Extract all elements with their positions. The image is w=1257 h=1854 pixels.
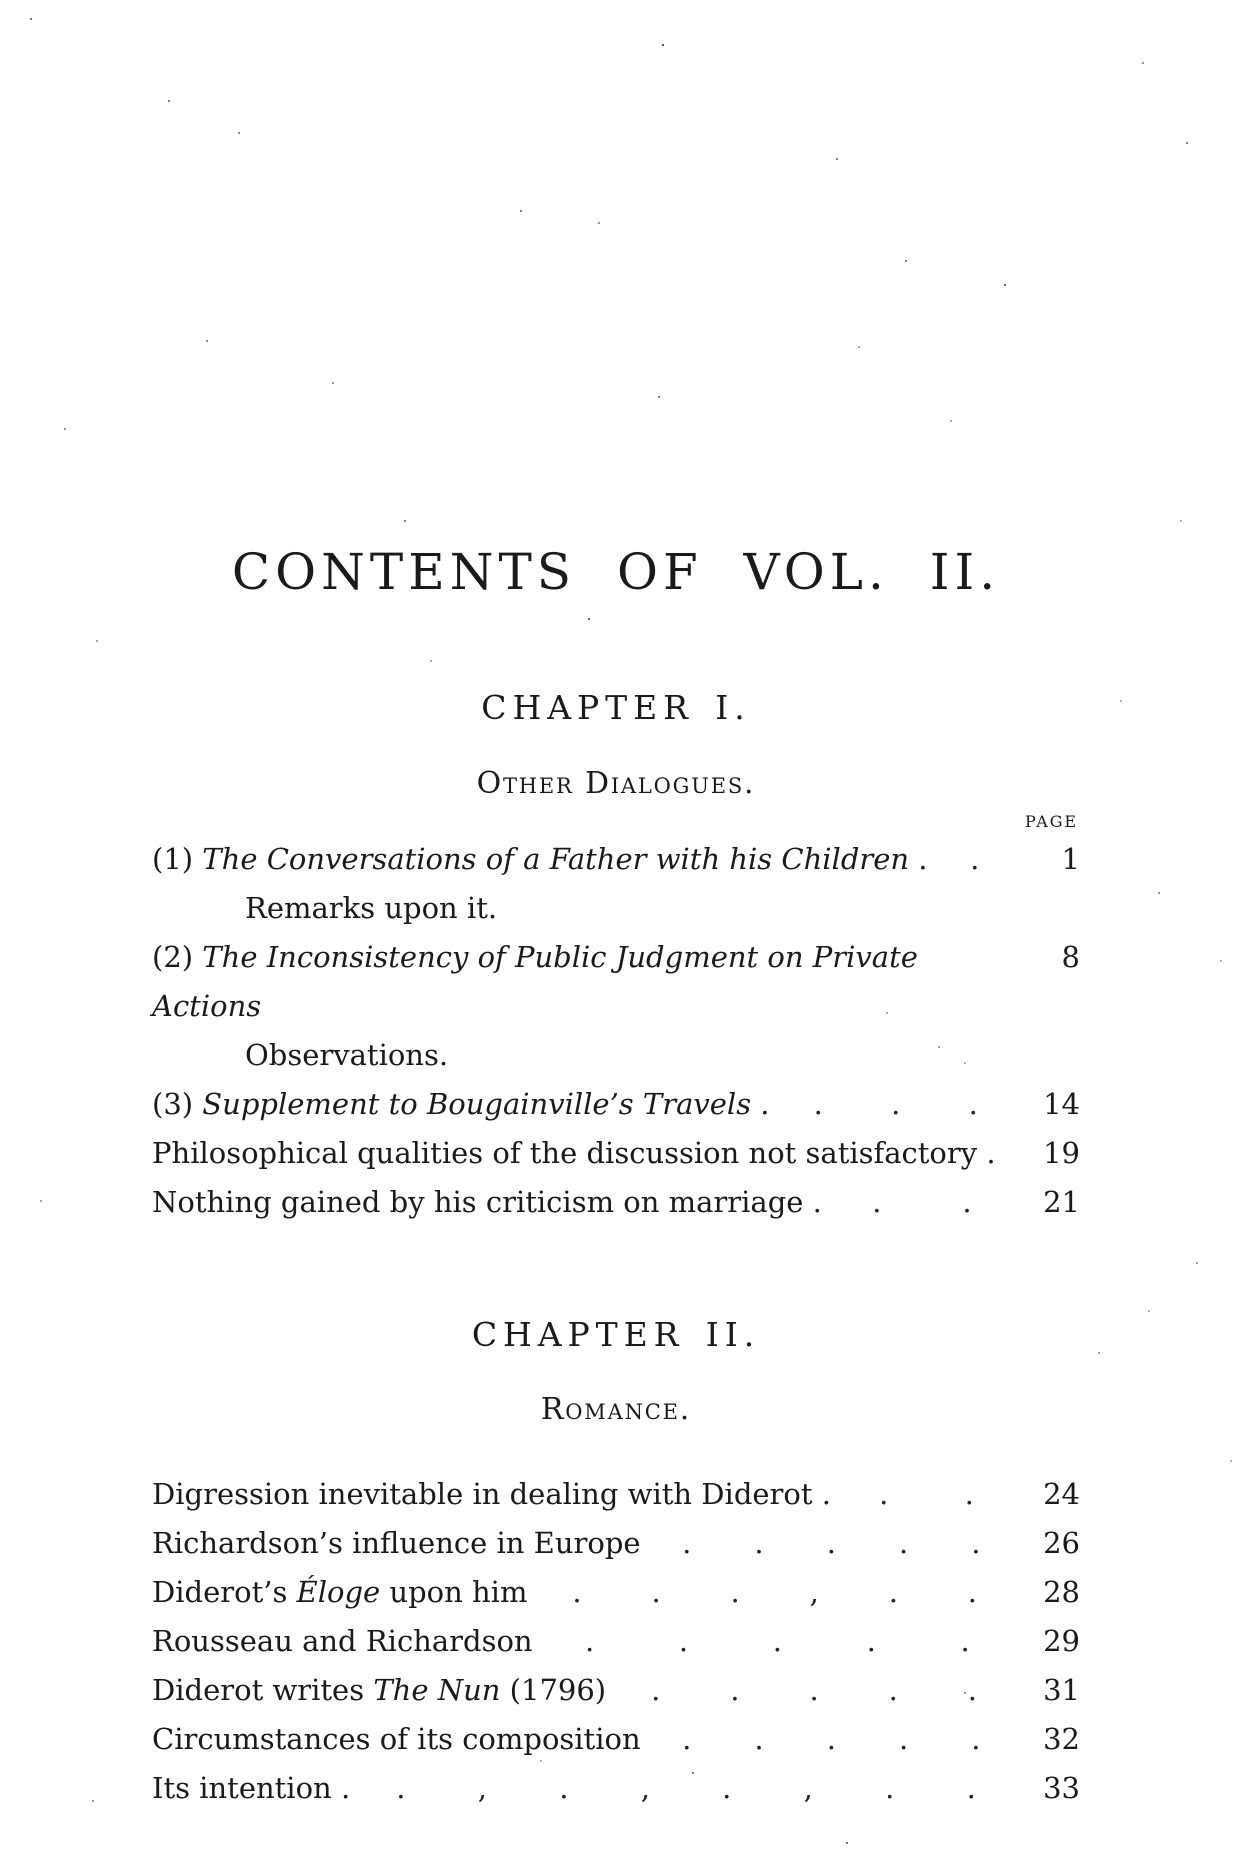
entry-title-segment: Diderot’s bbox=[152, 1575, 297, 1610]
entry-title-segment: Nothing gained by his criticism on marriage . bbox=[152, 1184, 822, 1219]
leader-dot: . bbox=[888, 1673, 898, 1708]
leader-dot: . bbox=[730, 1673, 740, 1708]
leader-dot: . bbox=[682, 1722, 692, 1757]
leader-dot: . bbox=[730, 1575, 740, 1610]
leader-dot: . bbox=[826, 1526, 836, 1561]
leader-dot: . bbox=[971, 1722, 981, 1757]
entry-title bbox=[152, 1080, 770, 1129]
toc-entry bbox=[152, 1178, 1080, 1227]
entry-page-number: 21 bbox=[1043, 1184, 1080, 1219]
entry-page-number: 8 bbox=[1061, 939, 1080, 974]
toc-entry bbox=[152, 1470, 1080, 1519]
entry-page-number: 31 bbox=[1043, 1673, 1080, 1708]
toc-entry bbox=[152, 933, 1080, 1031]
page-content bbox=[152, 0, 1080, 1813]
leader-dots bbox=[360, 1764, 1012, 1813]
leader-dot: . bbox=[964, 1477, 974, 1512]
leader-dot: , bbox=[640, 1771, 650, 1806]
toc-entry bbox=[152, 884, 1080, 933]
entry-title-segment: . bbox=[909, 841, 928, 876]
entry-title bbox=[152, 1764, 350, 1813]
leader-dots bbox=[938, 835, 1012, 884]
chapter-heading: CHAPTER II. bbox=[471, 1314, 761, 1354]
leader-dot: . bbox=[682, 1526, 692, 1561]
leader-dot: . bbox=[888, 1575, 898, 1610]
leader-dot: . bbox=[966, 1771, 976, 1806]
entry-page-number: 1 bbox=[1061, 841, 1080, 876]
leader-dot: . bbox=[754, 1526, 764, 1561]
leader-dot: . bbox=[898, 1722, 909, 1757]
entry-title-segment: Diderot writes bbox=[152, 1673, 374, 1708]
entry-title-segment: The Conversations of a Father with his Children bbox=[202, 841, 910, 876]
entry-title bbox=[152, 1470, 831, 1519]
entry-title-segment: Remarks upon it. bbox=[245, 890, 498, 925]
toc-entry bbox=[152, 1129, 1080, 1178]
entry-page-number: 26 bbox=[1043, 1526, 1080, 1561]
entry-title bbox=[152, 933, 1002, 1031]
toc-entry bbox=[152, 1715, 1080, 1764]
toc-entry bbox=[152, 1080, 1080, 1129]
leader-dot: . bbox=[722, 1771, 732, 1806]
entry-title-segment: (2) bbox=[152, 939, 203, 974]
entry-page-number: 29 bbox=[1043, 1624, 1080, 1659]
entry-title bbox=[245, 884, 497, 933]
leader-dot: . bbox=[826, 1722, 836, 1757]
leader-dot: , bbox=[809, 1575, 819, 1610]
leader-dot: . bbox=[651, 1575, 661, 1610]
entry-page-number: 33 bbox=[1043, 1771, 1080, 1806]
leader-dots bbox=[537, 1568, 1012, 1617]
entry-title-segment: (1796) bbox=[500, 1673, 607, 1708]
leader-dot: . bbox=[584, 1624, 595, 1659]
leader-dots bbox=[651, 1519, 1012, 1568]
leader-dot: . bbox=[891, 1086, 901, 1121]
entry-title-segment: Philosophical qualities of the discussion not satisfactory . bbox=[152, 1135, 996, 1170]
entry-page-number: 19 bbox=[1043, 1135, 1080, 1170]
entry-title-segment: Its intention . bbox=[152, 1771, 351, 1806]
entry-title-segment: The Nun bbox=[373, 1673, 501, 1708]
leader-dot: . bbox=[962, 1184, 972, 1219]
entry-page-number: 14 bbox=[1043, 1086, 1080, 1121]
chapter-heading: CHAPTER I. bbox=[481, 688, 751, 727]
entry-title-segment: Digression inevitable in dealing with Diderot . bbox=[152, 1477, 831, 1512]
entry-title-segment: upon him bbox=[380, 1575, 528, 1610]
entry-title-segment: (3) bbox=[152, 1086, 203, 1121]
toc-list bbox=[152, 835, 1080, 1227]
page-title: CONTENTS OF VOL. II. bbox=[231, 543, 1001, 601]
toc-entry bbox=[152, 1031, 1080, 1080]
toc-entry bbox=[152, 1764, 1080, 1813]
entry-title bbox=[152, 1129, 996, 1178]
entry-title bbox=[152, 1178, 822, 1227]
entry-title-segment: The Inconsistency of Public Judgment on Private Actions bbox=[152, 939, 928, 1023]
toc-entry bbox=[152, 1519, 1080, 1568]
leader-dot: . bbox=[879, 1477, 889, 1512]
leader-dot: . bbox=[396, 1771, 406, 1806]
entry-title-segment: . bbox=[751, 1086, 770, 1121]
toc-entry bbox=[152, 1666, 1080, 1715]
leader-dot: . bbox=[898, 1526, 909, 1561]
leader-dots bbox=[543, 1617, 1012, 1666]
page-column-label: PAGE bbox=[1025, 811, 1078, 831]
leader-dots bbox=[616, 1666, 1012, 1715]
leader-dot: , bbox=[803, 1771, 813, 1806]
entry-title bbox=[152, 1617, 533, 1666]
toc-chapter-section bbox=[152, 1315, 1080, 1814]
entry-page-number: 28 bbox=[1043, 1575, 1080, 1610]
entry-title-segment: (1) bbox=[152, 841, 203, 876]
leader-dot: . bbox=[572, 1575, 582, 1610]
leader-dot: . bbox=[866, 1624, 876, 1659]
leader-dot: . bbox=[968, 1086, 978, 1121]
toc-chapters bbox=[152, 688, 1080, 1813]
entry-title-segment: Rousseau and Richardson bbox=[152, 1624, 533, 1659]
leader-dot: . bbox=[885, 1771, 895, 1806]
leader-dot: . bbox=[967, 1673, 977, 1708]
entry-page-number: 32 bbox=[1043, 1722, 1080, 1757]
leader-dot: . bbox=[559, 1771, 569, 1806]
leader-dot: . bbox=[960, 1624, 970, 1659]
entry-title bbox=[152, 1715, 641, 1764]
leader-dot: . bbox=[971, 1526, 981, 1561]
chapter-subheading: Romance. bbox=[540, 1392, 692, 1428]
leader-dots bbox=[651, 1715, 1012, 1764]
leader-dots bbox=[841, 1470, 1012, 1519]
entry-page-number: 24 bbox=[1043, 1477, 1080, 1512]
entry-title-segment: Circumstances of its composition bbox=[152, 1722, 641, 1757]
leader-dots bbox=[780, 1080, 1012, 1129]
entry-title-segment: Éloge bbox=[296, 1575, 381, 1610]
entry-title bbox=[152, 1519, 641, 1568]
leader-dot: . bbox=[678, 1624, 689, 1659]
entry-title bbox=[152, 1568, 527, 1617]
leader-dot: . bbox=[970, 841, 980, 876]
entry-title-segment: Observations. bbox=[245, 1037, 449, 1072]
leader-dot: , bbox=[477, 1771, 487, 1806]
entry-title-segment: Richardson’s influence in Europe bbox=[152, 1526, 641, 1561]
chapter-subheading: Other Dialogues. bbox=[476, 765, 756, 801]
toc-list bbox=[152, 1470, 1080, 1813]
leader-dot: . bbox=[809, 1673, 819, 1708]
entry-title-segment: Supplement to Bougainville’s Travels bbox=[202, 1086, 752, 1121]
leader-dot: . bbox=[754, 1722, 764, 1757]
entry-title bbox=[152, 835, 928, 884]
toc-entry bbox=[152, 835, 1080, 884]
entry-title bbox=[152, 1666, 606, 1715]
toc-entry bbox=[152, 1617, 1080, 1666]
leader-dot: . bbox=[872, 1184, 882, 1219]
toc-chapter-section bbox=[152, 688, 1080, 1227]
toc-entry bbox=[152, 1568, 1080, 1617]
leader-dot: . bbox=[967, 1575, 977, 1610]
leader-dot: . bbox=[813, 1086, 823, 1121]
leader-dot: . bbox=[772, 1624, 782, 1659]
entry-title bbox=[245, 1031, 448, 1080]
leader-dots bbox=[832, 1178, 1012, 1227]
leader-dot: . bbox=[651, 1673, 661, 1708]
